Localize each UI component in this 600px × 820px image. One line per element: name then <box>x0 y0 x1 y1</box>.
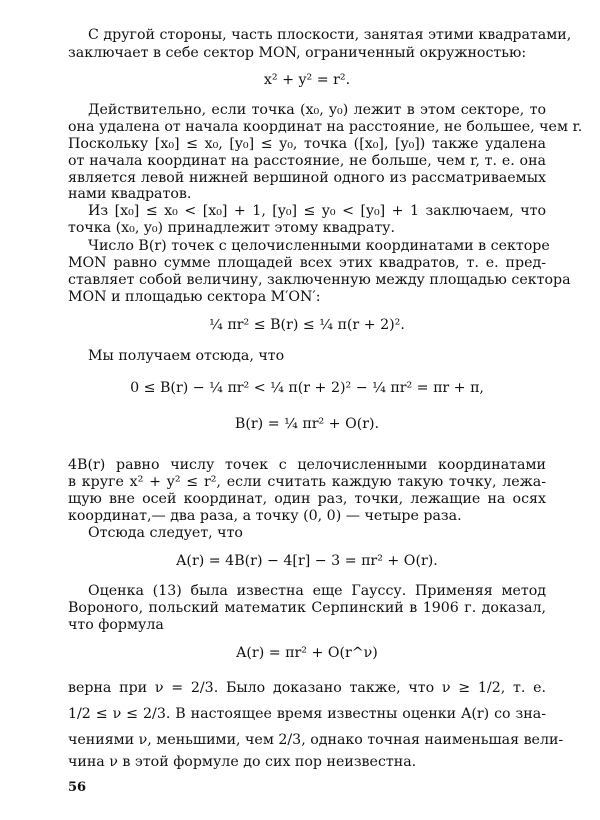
text-line: MON равно сумме площадей всех этих квадратов, т. е. пред- <box>68 255 546 271</box>
formula: ¼ πr² ≤ B(r) ≤ ¼ π(r + 2)². <box>209 317 405 333</box>
formula: 0 ≤ B(r) − ¼ πr² < ¼ π(r + 2)² − ¼ πr² = πr + π, <box>130 380 484 396</box>
text-line: 1/2 ≤ ν ≤ 2/3. В настоящее время известны оценки A(r) со зна- <box>68 706 546 722</box>
text-line: С другой стороны, часть плоскости, занятая этими квадратами, <box>88 27 572 43</box>
text-line: Поскольку [x₀] ≤ x₀, [y₀] ≤ y₀, точка ([x₀], [y₀]) также удалена <box>68 136 546 152</box>
text-line: от начала координат на расстояние, не больше, чем r, т. е. она <box>68 153 546 169</box>
text-line: ставляет собой величину, заключенную между площадью сектора <box>68 272 571 288</box>
text-line: MON и площадью сектора M′ON′: <box>68 289 321 305</box>
formula: x² + y² = r². <box>263 72 351 88</box>
formula: A(r) = 4B(r) − 4[r] − 3 = πr² + O(r). <box>176 553 438 569</box>
text-line: что формула <box>68 617 164 633</box>
text-line: Мы получаем отсюда, что <box>88 348 285 364</box>
text-line: Оценка (13) была известна еще Гауссу. Применяя метод <box>88 583 546 599</box>
text-line: она удалена от начала координат на расстояние, не большее, чем r. <box>68 119 583 135</box>
formula: B(r) = ¼ πr² + O(r). <box>234 416 380 432</box>
text-line: 4B(r) равно числу точек с целочисленными координатами <box>68 457 546 473</box>
text-line: заключает в себе сектор MON, ограниченный окружностью: <box>68 45 527 61</box>
text-line: Вороного, польский математик Серпинский в 1906 г. доказал, <box>68 600 546 616</box>
text-line: Число B(r) точек с целочисленными координатами в секторе <box>88 238 550 254</box>
text-line: Отсюда следует, что <box>88 525 243 541</box>
text-line: Действительно, если точка (x₀, y₀) лежит в этом секторе, то <box>88 102 546 118</box>
text-line: верна при ν = 2/3. Было доказано также, что ν ≥ 1/2, т. е. <box>68 680 546 696</box>
text-line: чениями ν, меньшими, чем 2/3, однако точная наименьшая вели- <box>68 732 564 748</box>
text-line: нами квадратов. <box>68 186 192 202</box>
text-line: является левой нижней вершиной одного из рассматриваемых <box>68 170 546 186</box>
text-line: щую вне осей координат, один раз, точки, лежащие на осях <box>68 491 546 507</box>
page-number: 56 <box>68 780 87 795</box>
text-line: точка (x₀, y₀) принадлежит этому квадрату. <box>68 220 396 236</box>
text-line: координат,— два раза, а точку (0, 0) — четыре раза. <box>68 508 462 524</box>
text-line: в круге x² + y² ≤ r², если считать каждую такую точку, лежа- <box>68 474 546 490</box>
text-line: Из [x₀] ≤ x₀ < [x₀] + 1, [y₀] ≤ y₀ < [y₀] + 1 заключаем, что <box>88 203 546 219</box>
formula: A(r) = πr² + O(r^ν) <box>236 645 378 661</box>
text-line: чина ν в этой формуле до сих пор неизвестна. <box>68 754 417 770</box>
